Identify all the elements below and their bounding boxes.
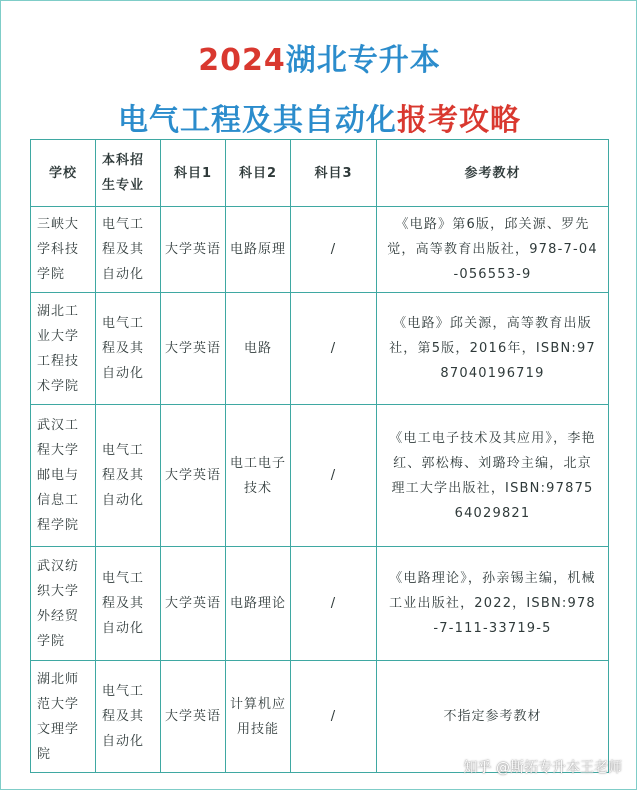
title-major: 电气工程及其自动化 (118, 103, 397, 138)
cell-major: 电气工程及其自动化 (96, 207, 161, 293)
cell-subject3: / (291, 405, 377, 547)
watermark: 知乎 @斯拓专升本王老师 (463, 760, 622, 776)
cell-textbook: 不指定参考教材 (377, 661, 609, 773)
title-region: 湖北专升本 (285, 43, 441, 78)
table-row (31, 661, 609, 773)
exam-guide-table (30, 139, 609, 773)
cell-subject2: 电路 (226, 293, 291, 405)
title-highlight: 报考攻略 (397, 103, 521, 138)
table-row (31, 405, 609, 547)
header-school: 学校 (31, 140, 96, 207)
cell-subject1: 大学英语 (161, 293, 226, 405)
cell-subject3: / (291, 207, 377, 293)
cell-subject2: 电工电子技术 (226, 405, 291, 547)
cell-subject2: 电路理论 (226, 547, 291, 661)
cell-subject1: 大学英语 (161, 207, 226, 293)
header-subject3: 科目3 (291, 140, 377, 207)
title-line-2 (1, 95, 637, 139)
cell-major: 电气工程及其自动化 (96, 293, 161, 405)
table-row (31, 293, 609, 405)
cell-subject1: 大学英语 (161, 661, 226, 773)
cell-subject3: / (291, 293, 377, 405)
cell-subject1: 大学英语 (161, 405, 226, 547)
cell-subject2: 电路原理 (226, 207, 291, 293)
title-year: 2024 (198, 43, 286, 78)
table-row (31, 547, 609, 661)
cell-textbook: 《电路》第6版，邱关源、罗先觉，高等教育出版社，978-7-04-056553-9 (377, 207, 609, 293)
table-row (31, 207, 609, 293)
cell-subject2: 计算机应用技能 (226, 661, 291, 773)
cell-textbook: 《电路理论》，孙亲锡主编，机械工业出版社，2022，ISBN:978-7-111-33719-5 (377, 547, 609, 661)
cell-subject3: / (291, 661, 377, 773)
header-subject2: 科目2 (226, 140, 291, 207)
table-header-row (31, 140, 609, 207)
cell-school: 武汉纺织大学外经贸学院 (31, 547, 96, 661)
cell-major: 电气工程及其自动化 (96, 661, 161, 773)
cell-textbook: 《电路》邱关源，高等教育出版社，第5版，2016年，ISBN:9787040196719 (377, 293, 609, 405)
title-line-1 (1, 35, 637, 79)
cell-textbook: 《电工电子技术及其应用》，李艳红、郭松梅、刘璐玲主编，北京理工大学出版社，ISBN:9787564029821 (377, 405, 609, 547)
cell-major: 电气工程及其自动化 (96, 405, 161, 547)
header-subject1: 科目1 (161, 140, 226, 207)
cell-subject3: / (291, 547, 377, 661)
header-major: 本科招生专业 (96, 140, 161, 207)
cell-school: 武汉工程大学邮电与信息工程学院 (31, 405, 96, 547)
cell-school: 三峡大学科技学院 (31, 207, 96, 293)
header-textbook: 参考教材 (377, 140, 609, 207)
cell-subject1: 大学英语 (161, 547, 226, 661)
cell-school: 湖北工业大学工程技术学院 (31, 293, 96, 405)
cell-major: 电气工程及其自动化 (96, 547, 161, 661)
cell-school: 湖北师范大学文理学院 (31, 661, 96, 773)
